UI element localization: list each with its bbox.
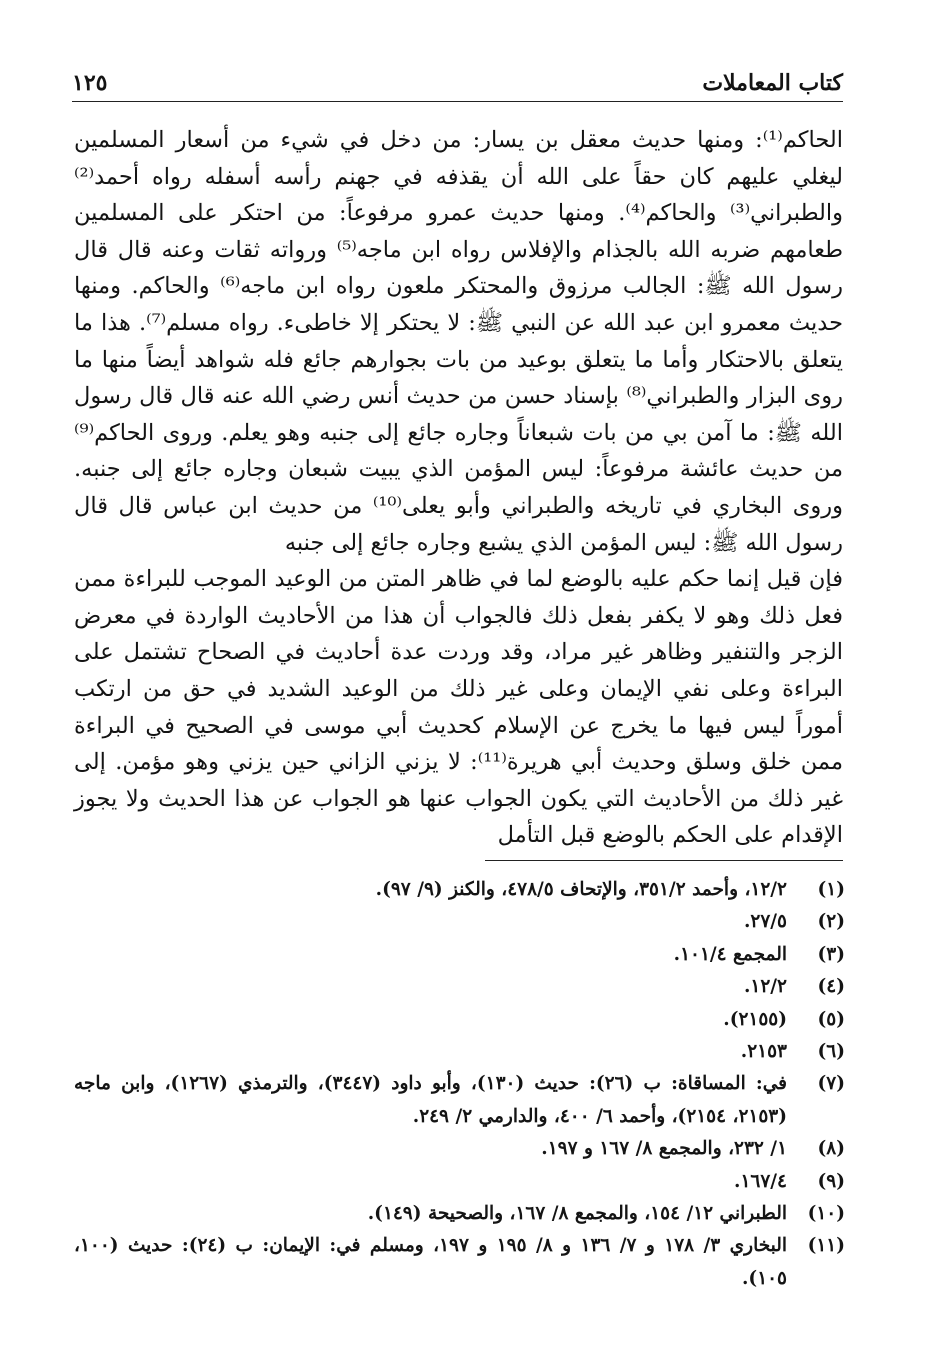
footnote-number: (٢) bbox=[817, 911, 845, 933]
footnote-text: ١/ ٢٣٢، والمجمع ٨/ ١٦٧ و ١٩٧. bbox=[541, 1138, 787, 1160]
footnote-text: ١٢/٢، وأحمد ٣٥١/٢، والإتحاف ٤٧٨/٥، والكنز (٩/ ٩٧). bbox=[375, 879, 787, 900]
footnote-number: (٨) bbox=[817, 1138, 845, 1160]
footnote-text: الطبراني ١٢/ ١٥٤، والمجمع ٨/ ١٦٧، والصحيحة (١٤٩). bbox=[367, 1203, 787, 1225]
paragraph: فإن قيل إنما حكم عليه بالوضع لما في ظاهر المتن من الوعيد الموجب للبراءة ممن فعل ذلك وهو لا يكفر بفعل ذلك فالجواب أن هذا من الأحاديث الواردة في معرض الزجر والتنفير وظاهر غير مراد، وقد وردت عدة أحاديث في الصحاح تشتمل على البراءة وعلى نفي الإيمان وعلى غير ذلك من الوعيد الشديد في حق من ارتكب أموراً ليس فيها ما يخرج عن الإسلام كحديث أبي موسى في الصحيح في البراءة ممن خلق وسلق وحديث أبي هريرة⁽¹¹⁾: لا يزني الزاني حين يزني وهو مؤمن. إلى غير ذلك من الأحاديث التي يكون الجواب عنها هو الجواب عن هذا الحديث ولا يجوز الإقدام على الحكم بالوضع قبل التأمل bbox=[74, 566, 843, 849]
footnote-separator bbox=[485, 860, 843, 861]
footnote-number: (١٠) bbox=[807, 1203, 845, 1225]
footnote-number: (٣) bbox=[817, 943, 845, 965]
footnote-number: (١) bbox=[817, 879, 845, 900]
running-title: كتاب المعاملات bbox=[702, 70, 843, 96]
footnote-number: (٦) bbox=[817, 1041, 845, 1063]
footnote-text: (٢١٥٥). bbox=[723, 1008, 787, 1030]
footnote-text: المجمع ١٠١/٤. bbox=[673, 943, 787, 965]
footnote-item bbox=[74, 1036, 845, 1068]
footnote-text: ١٦٧/٤. bbox=[734, 1170, 787, 1192]
footnote-item bbox=[74, 1166, 845, 1198]
footnote-item bbox=[74, 906, 845, 938]
footnote-text: ٢١٥٣. bbox=[740, 1041, 787, 1063]
page-number: ١٢٥ bbox=[72, 70, 108, 96]
footnote-number: (٧) bbox=[817, 1073, 845, 1095]
footnote-item bbox=[74, 939, 845, 971]
main-text bbox=[74, 122, 843, 854]
footnote-text: البخاري ٣/ ١٧٨ و ٧/ ١٣٦ و ٨/ ١٩٥ و ١٩٧، ومسلم في: الإيمان: ب (٢٤): حديث (١٠٠، ١٠٥). bbox=[74, 1235, 788, 1289]
footnote-number: (١١) bbox=[807, 1235, 845, 1257]
footnote-item bbox=[74, 1198, 845, 1230]
footnote-item bbox=[74, 1230, 845, 1295]
footnote-number: (٥) bbox=[817, 1008, 845, 1030]
footnote-item bbox=[74, 1068, 845, 1133]
footnote-item bbox=[74, 1004, 845, 1036]
footnote-text: ٢٧/٥. bbox=[743, 911, 787, 933]
footnote-number: (٩) bbox=[817, 1170, 845, 1192]
paragraph: الحاكم⁽¹⁾: ومنها حديث معقل بن يسار: من دخل في شيء من أسعار المسلمين ليغلي عليهم كان حقاً على الله أن يقذفه في جهنم رأسه أسفله رواه أحمد⁽²⁾ والطبراني⁽³⁾ والحاكم⁽⁴⁾. ومنها حديث عمرو مرفوعاً: من احتكر على المسلمين طعامهم ضربه الله بالجذام والإفلاس رواه ابن ماجه⁽⁵⁾ ورواته ثقات وعنه قال قال رسول الله ﷺ: الجالب مرزوق والمحتكر ملعون رواه ابن ماجه⁽⁶⁾ والحاكم. ومنها حديث معمرو ابن عبد الله عن النبي ﷺ: لا يحتكر إلا خاطىء. رواه مسلم⁽⁷⁾. هذا ما يتعلق بالاحتكار وأما ما يتعلق بوعيد من بات بجوارهم جائع فله شواهد أيضاً منها ما روى البزار والطبراني⁽⁸⁾ بإسناد حسن من حديث أنس رضي الله عنه قال قال رسول الله ﷺ: ما آمن بي من بات شبعاناً وجاره جائع إلى جنبه وهو يعلم. وروى الحاكم⁽⁹⁾ من حديث عائشة مرفوعاً: ليس المؤمن الذي يبيت شبعان وجاره جائع إلى جنبه. وروى البخاري في تاريخه والطبراني وأبو يعلى⁽¹⁰⁾ من حديث ابن عباس قال قال رسول الله ﷺ: ليس المؤمن الذي يشبع وجاره جائع إلى جنبه bbox=[74, 127, 844, 556]
header-rule bbox=[72, 101, 843, 102]
footnote-text: ١٢/٢. bbox=[743, 976, 787, 998]
footnote-text: في: المساقاة: ب (٢٦): حديث (١٣٠)، وأبو داود (٣٤٤٧)، والترمذي (١٢٦٧)، وابن ماجه (٢١٥٣، ٢١٥٤)، وأحمد ٦/ ٤٠٠، والدارمي ٢/ ٢٤٩. bbox=[74, 1073, 787, 1127]
running-header bbox=[72, 66, 843, 100]
footnote-item bbox=[74, 874, 845, 906]
footnote-number: (٤) bbox=[817, 976, 845, 998]
footnote-item bbox=[74, 1133, 845, 1165]
footnotes bbox=[74, 874, 845, 1295]
footnote-item bbox=[74, 971, 845, 1003]
